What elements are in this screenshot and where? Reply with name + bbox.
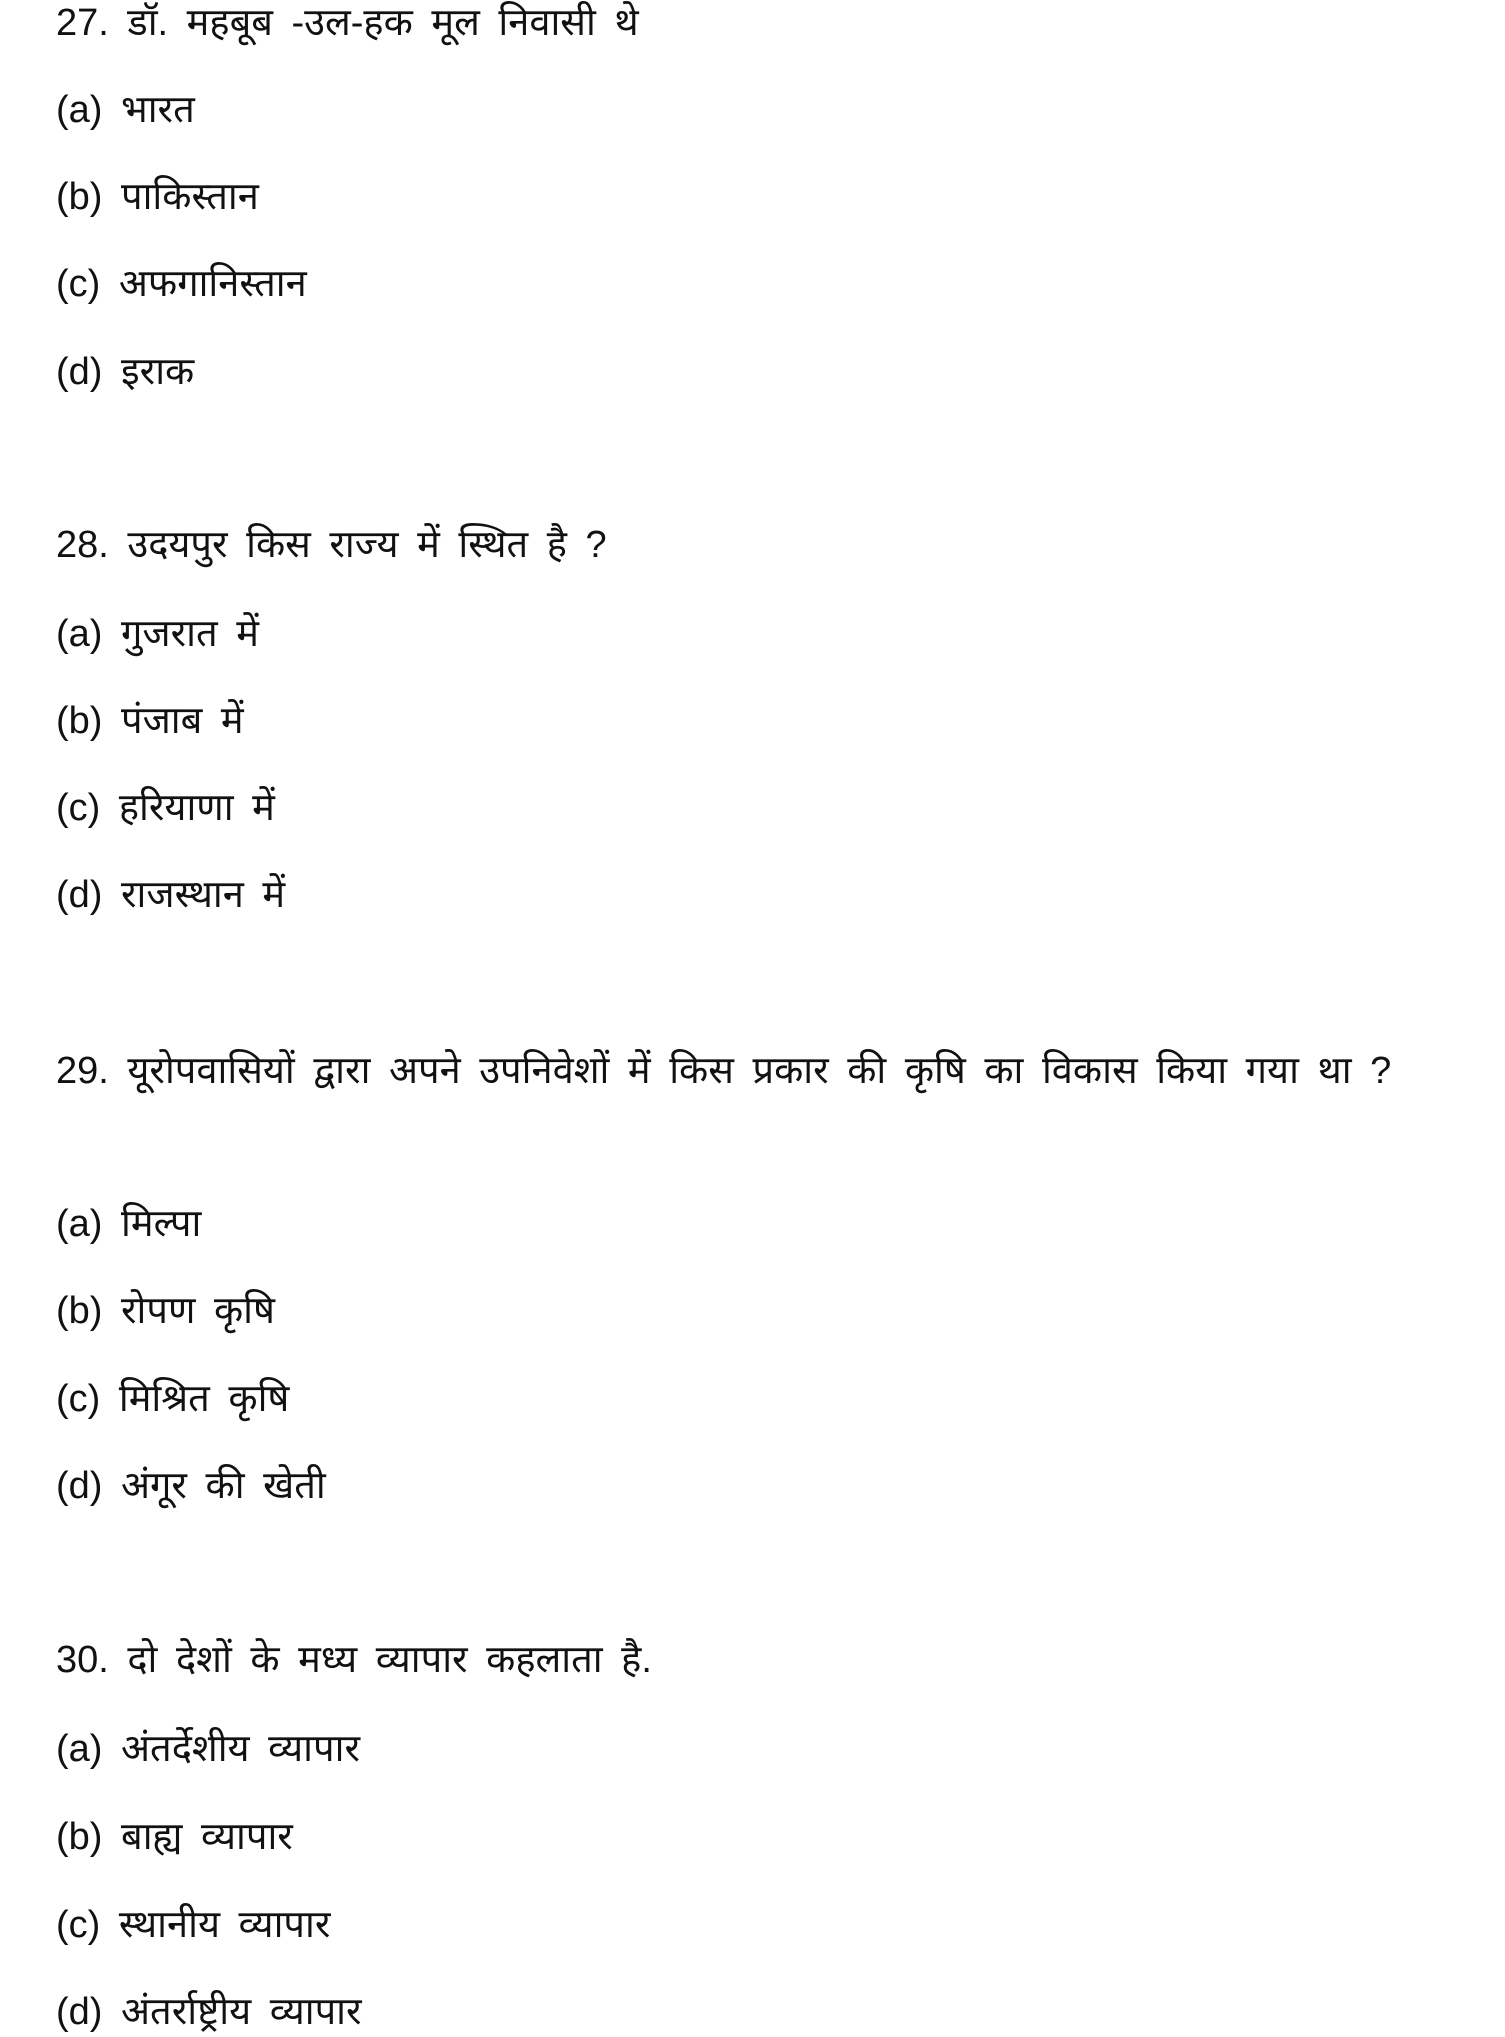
question-text: 30. दो देशों के मध्य व्यापार कहलाता है.	[56, 1639, 652, 1681]
question-text: 28. उदयपुर किस राज्य में स्थित है ?	[56, 524, 607, 566]
option-c: (c) अफगानिस्तान	[56, 263, 307, 305]
option-a: (a) अंतर्देशीय व्यापार	[56, 1728, 360, 1770]
option-a: (a) मिल्पा	[56, 1203, 202, 1245]
option-d: (d) अंगूर की खेती	[56, 1465, 326, 1507]
option-b: (b) रोपण कृषि	[56, 1290, 275, 1332]
question-text: 27. डॉ. महबूब -उल-हक मूल निवासी थे	[56, 2, 639, 44]
option-d: (d) अंतर्राष्ट्रीय व्यापार	[56, 1991, 362, 2033]
option-c: (c) मिश्रित कृषि	[56, 1378, 290, 1420]
option-d: (d) राजस्थान में	[56, 874, 286, 916]
option-b: (b) पाकिस्तान	[56, 176, 259, 218]
option-a: (a) गुजरात में	[56, 613, 259, 655]
option-d: (d) इराक	[56, 351, 195, 393]
option-b: (b) पंजाब में	[56, 700, 244, 742]
option-c: (c) हरियाणा में	[56, 787, 275, 829]
option-a: (a) भारत	[56, 89, 195, 131]
option-b: (b) बाह्य व्यापार	[56, 1816, 293, 1858]
option-c: (c) स्थानीय व्यापार	[56, 1904, 331, 1946]
question-text: 29. यूरोपवासियों द्वारा अपने उपनिवेशों में किस प्रकार की कृषि का विकास किया गया था ?	[56, 1050, 1392, 1092]
